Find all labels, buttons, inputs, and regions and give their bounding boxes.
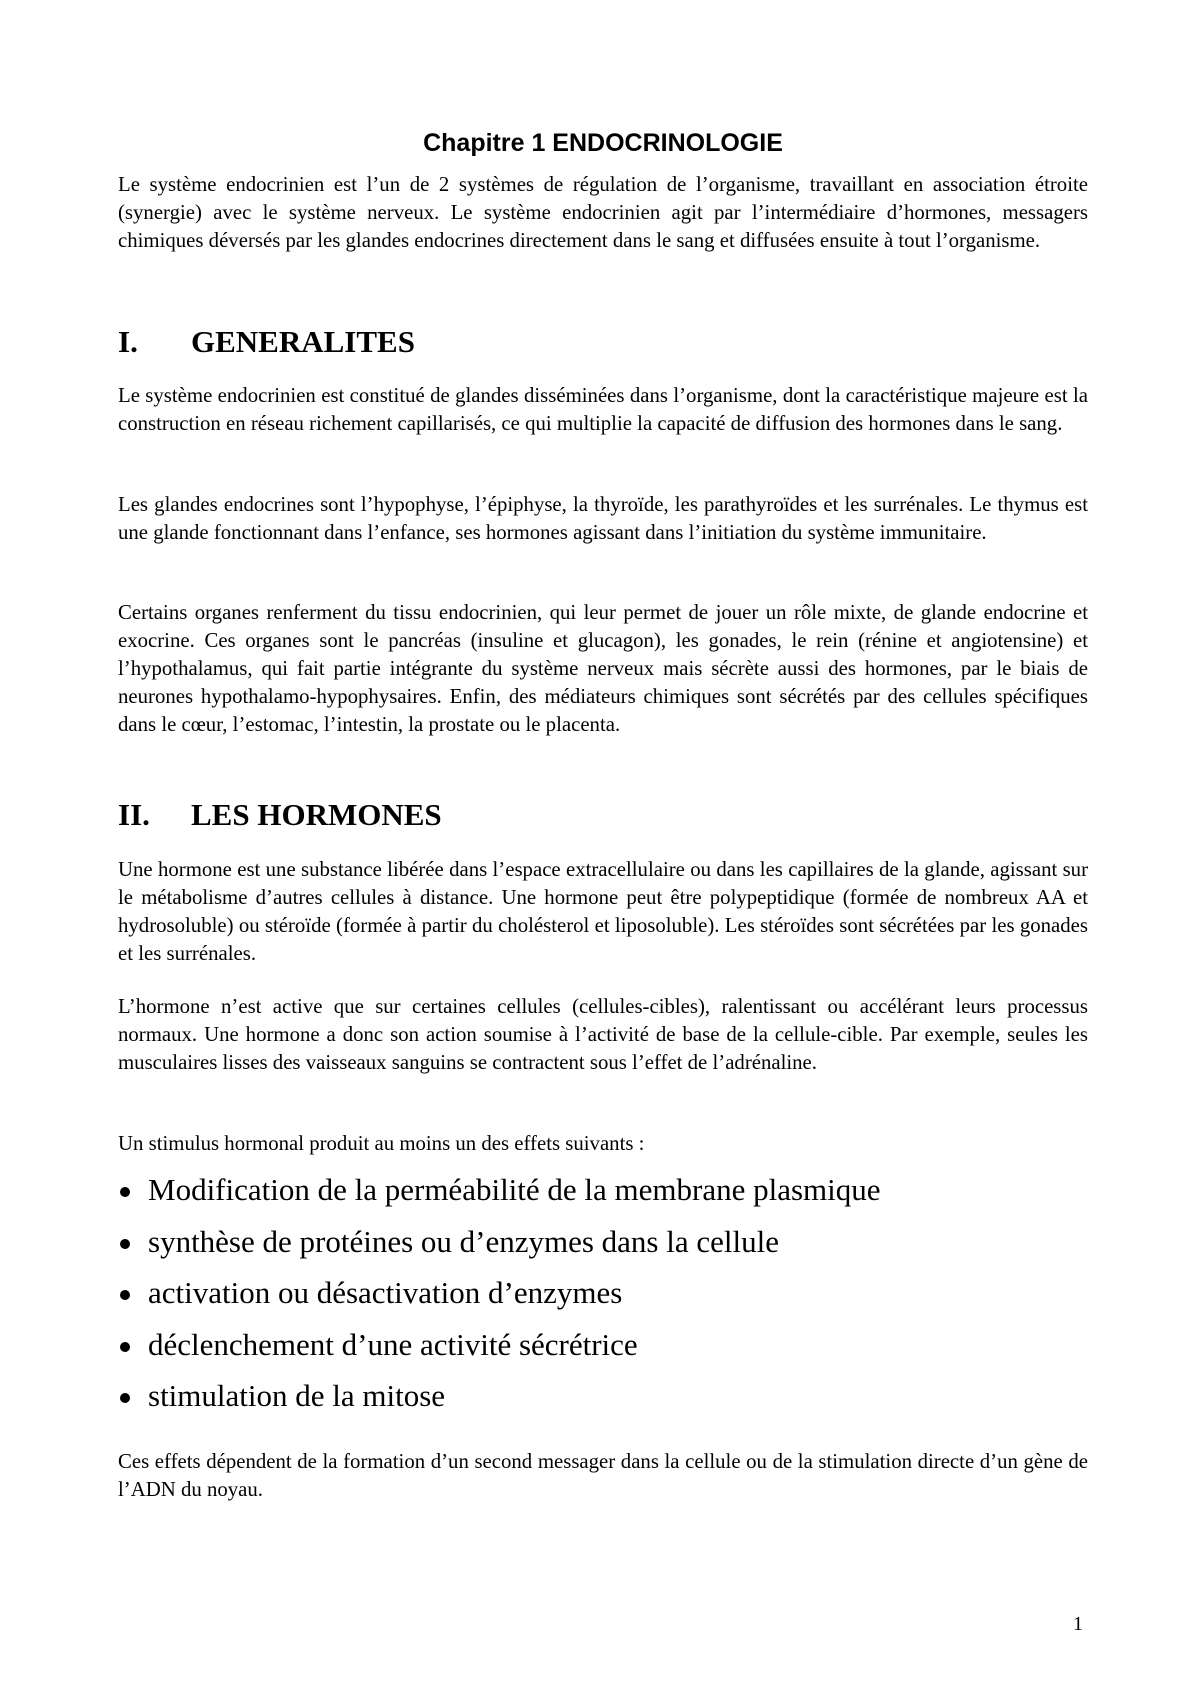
bullet-icon <box>120 1393 130 1403</box>
paragraph-definition-hormone: Une hormone est une substance libérée dans l’espace extracellulaire ou dans les capillaires de la glande, agissant sur le métabolisme d’autres cellules à distance. Une hormone peut être polypeptidique (formée de nombreux AA et hydrosoluble) ou stéroïde (formée à partir du cholésterol et liposoluble). Les stéroïdes sont sécrétées par les gonades et les surrénales. <box>118 858 1088 965</box>
document-page <box>118 0 1088 1698</box>
section-number: I. <box>118 324 138 359</box>
section-title: GENERALITES <box>191 324 415 359</box>
list-item-text: déclenchement d’une activité sécrétrice <box>148 1326 638 1362</box>
paragraph-cellules-cibles: L’hormone n’est active que sur certaines cellules (cellules-cibles), ralentissant ou accélérant leurs processus normaux. Une hormone a donc son action soumise à l’activité de base de la cellule-cible. Par exemple, seules les musculaires lisses des vaisseaux sanguins se contractent sous l’effet de l’adrénaline. <box>118 995 1088 1074</box>
intro-paragraph: Le système endocrinien est l’un de 2 systèmes de régulation de l’organisme, travaillant en association étroite (synergie) avec le système nerveux. Le système endocrinien agit par l’intermédiaire d’hormones, messagers chimiques déversés par les glandes endocrines directement dans le sang et diffusées ensuite à tout l’organisme. <box>118 173 1088 252</box>
list-item-text: Modification de la perméabilité de la membrane plasmique <box>148 1172 881 1207</box>
section-title: LES HORMONES <box>191 797 442 832</box>
chapter-title: Chapitre 1 ENDOCRINOLOGIE <box>423 129 783 157</box>
list-item <box>118 1327 881 1379</box>
section-number: II. <box>118 797 150 832</box>
bullet-icon <box>120 1342 130 1352</box>
paragraph-stimulus-hormonal: Un stimulus hormonal produit au moins un des effets suivants : <box>118 1132 645 1155</box>
bullet-icon <box>120 1290 130 1300</box>
section-heading-hormones <box>118 797 442 833</box>
list-item <box>118 1275 881 1327</box>
list-item <box>118 1224 881 1276</box>
paragraph-organes-mixtes: Certains organes renferment du tissu endocrinien, qui leur permet de jouer un rôle mixte, de glande endocrine et exocrine. Ces organes sont le pancréas (insuline et glucagon), les gonades, le rein (rénine et angiotensine) et l’hypothalamus, qui fait partie intégrante du système nerveux mais sécrète aussi des hormones, par le biais de neurones hypothalamo-hypophysaires. Enfin, des médiateurs chimiques sont sécrétés par des cellules spécifiques dans le cœur, l’estomac, l’intestin, la prostate ou le placenta. <box>118 601 1088 736</box>
section-heading-generalites <box>118 324 415 360</box>
list-item-text: stimulation de la mitose <box>148 1378 446 1413</box>
list-item-text: synthèse de protéines ou d’enzymes dans la cellule <box>148 1223 779 1259</box>
list-item <box>118 1378 881 1430</box>
effects-list <box>118 1172 881 1430</box>
bullet-icon <box>120 1239 130 1249</box>
paragraph-glandes-disseminees: Le système endocrinien est constitué de glandes disséminées dans l’organisme, dont la caractéristique majeure est la construction en réseau richement capillarisés, ce qui multiplie la capacité de diffusion des hormones dans le sang. <box>118 384 1088 435</box>
paragraph-glandes-endocrines: Les glandes endocrines sont l’hypophyse, l’épiphyse, la thyroïde, les parathyroïdes et les surrénales. Le thymus est une glande fonctionnant dans l’enfance, ses hormones agissant dans l’initiation du système immunitaire. <box>118 493 1088 544</box>
page-number: 1 <box>1073 1613 1083 1635</box>
list-item <box>118 1172 881 1224</box>
list-item-text: activation ou désactivation d’enzymes <box>148 1275 623 1310</box>
paragraph-second-messager: Ces effets dépendent de la formation d’un second messager dans la cellule ou de la stimulation directe d’un gène de l’ADN du noyau. <box>118 1450 1088 1501</box>
bullet-icon <box>120 1187 130 1197</box>
